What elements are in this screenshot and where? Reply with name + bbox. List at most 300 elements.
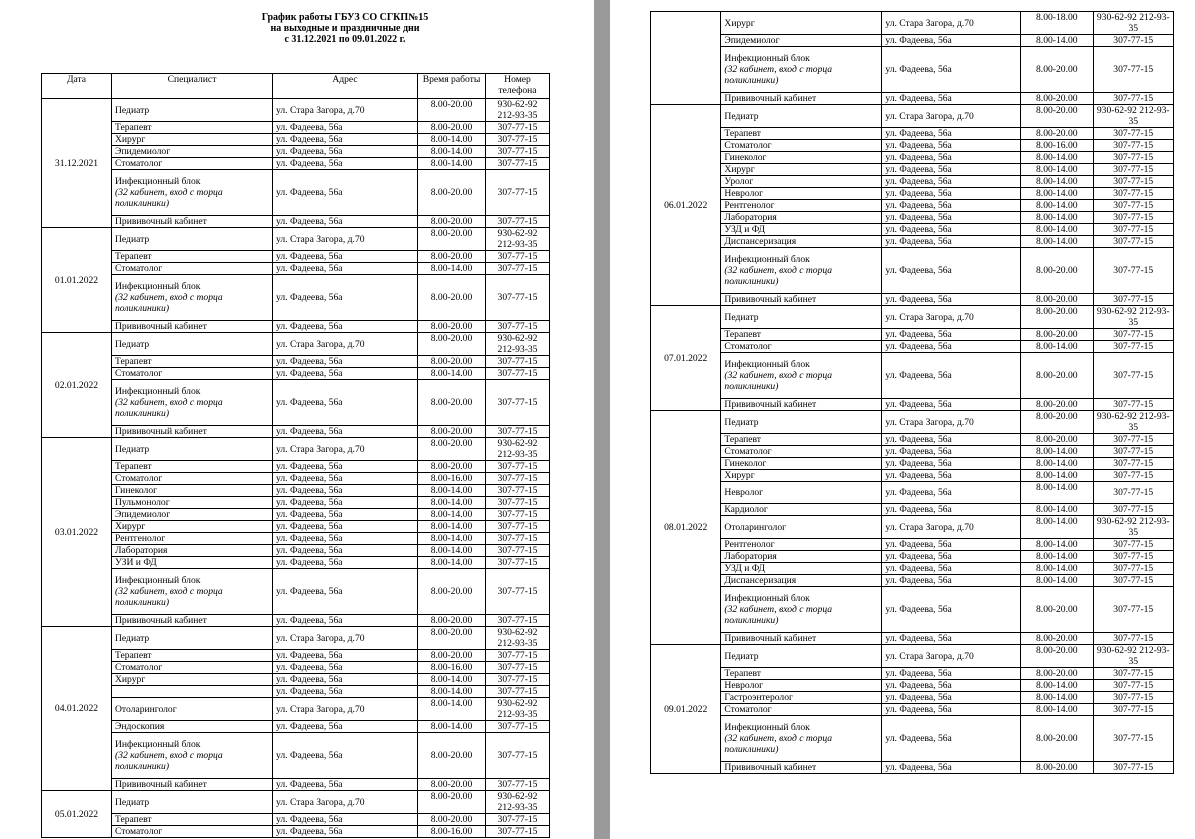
time-cell: 8.00-14.00 bbox=[418, 698, 486, 721]
specialist-name: Стоматолог bbox=[115, 263, 163, 274]
phone-cell: 930-62-92 212-93-35 bbox=[486, 99, 550, 122]
address-cell: ул. Стара Загора, д.70 bbox=[882, 306, 1021, 329]
specialist-name: Хирург bbox=[115, 674, 146, 685]
address-cell: ул. Стара Загора, д.70 bbox=[882, 12, 1021, 35]
table-row bbox=[42, 533, 550, 545]
address-cell: ул. Фадеева, 56а bbox=[882, 399, 1021, 411]
specialist-name: Инфекционный блок bbox=[724, 593, 810, 604]
table-row bbox=[42, 321, 550, 333]
specialist-cell bbox=[112, 473, 273, 485]
table-row bbox=[651, 248, 1174, 294]
time-cell: 8.00-14.00 bbox=[1021, 200, 1093, 212]
table-row bbox=[651, 645, 1174, 668]
address-cell: ул. Стара Загора, д.70 bbox=[882, 645, 1021, 668]
phone-cell: 307-77-15 bbox=[486, 380, 550, 426]
specialist-name: Эпидемиолог bbox=[724, 35, 780, 46]
phone-cell: 307-77-15 bbox=[1093, 704, 1174, 716]
time-cell: 8.00-20.00 bbox=[418, 251, 486, 263]
specialist-name: Невролог bbox=[724, 188, 764, 199]
address-cell: ул. Стара Загора, д.70 bbox=[273, 333, 418, 356]
specialist-cell bbox=[721, 329, 882, 341]
specialist-note: (32 кабинет, вход с торца поликлиники) bbox=[115, 292, 223, 314]
specialist-name: Хирург bbox=[724, 164, 755, 175]
phone-cell: 307-77-15 bbox=[486, 473, 550, 485]
specialist-name: Инфекционный блок bbox=[724, 722, 810, 733]
specialist-name: Терапевт bbox=[724, 668, 761, 679]
phone-cell: 307-77-15 bbox=[486, 545, 550, 557]
specialist-name: Гастроэнтеролог bbox=[724, 692, 793, 703]
specialist-cell bbox=[721, 539, 882, 551]
date-cell: 05.01.2022 bbox=[42, 791, 112, 838]
address-cell: ул. Фадеева, 56а bbox=[273, 134, 418, 146]
specialist-cell bbox=[721, 47, 882, 93]
address-cell: ул. Фадеева, 56а bbox=[273, 122, 418, 134]
specialist-name: Хирург bbox=[115, 134, 146, 145]
table-row bbox=[651, 482, 1174, 504]
time-cell: 8.00-20.00 bbox=[1021, 645, 1093, 668]
address-cell: ул. Фадеева, 56а bbox=[273, 275, 418, 321]
specialist-cell bbox=[112, 275, 273, 321]
table-row bbox=[42, 615, 550, 627]
specialist-name: Хирург bbox=[724, 17, 755, 29]
phone-cell: 930-62-92 212-93-35 bbox=[486, 698, 550, 721]
address-cell: ул. Фадеева, 56а bbox=[273, 368, 418, 380]
phone-cell: 307-77-15 bbox=[1093, 563, 1174, 575]
phone-cell: 307-77-15 bbox=[486, 356, 550, 368]
phone-cell: 307-77-15 bbox=[486, 216, 550, 228]
table-row bbox=[42, 686, 550, 698]
specialist-cell bbox=[721, 140, 882, 152]
specialist-name: Педиатр bbox=[724, 110, 759, 122]
address-cell: ул. Фадеева, 56а bbox=[882, 236, 1021, 248]
address-cell: ул. Фадеева, 56а bbox=[273, 509, 418, 521]
address-cell: ул. Фадеева, 56а bbox=[273, 814, 418, 826]
address-cell: ул. Фадеева, 56а bbox=[882, 551, 1021, 563]
time-cell: 8.00-14.00 bbox=[1021, 446, 1093, 458]
address-cell: ул. Фадеева, 56а bbox=[882, 563, 1021, 575]
table-row bbox=[651, 563, 1174, 575]
table-row bbox=[42, 779, 550, 791]
date-cell: 01.01.2022 bbox=[42, 228, 112, 333]
address-cell: ул. Фадеева, 56а bbox=[273, 733, 418, 779]
specialist-name: Педиатр bbox=[115, 338, 150, 350]
time-cell: 8.00-14.00 bbox=[1021, 458, 1093, 470]
time-cell: 8.00-14.00 bbox=[418, 674, 486, 686]
table-row bbox=[651, 105, 1174, 128]
table-row bbox=[42, 170, 550, 216]
phone-cell: 307-77-15 bbox=[486, 814, 550, 826]
specialist-cell bbox=[721, 35, 882, 47]
specialist-cell bbox=[721, 504, 882, 516]
specialist-name: Терапевт bbox=[115, 356, 152, 367]
specialist-cell bbox=[721, 470, 882, 482]
specialist-cell bbox=[721, 633, 882, 645]
phone-cell: 307-77-15 bbox=[1093, 575, 1174, 587]
phone-cell: 307-77-15 bbox=[486, 733, 550, 779]
time-cell: 8.00-14.00 bbox=[1021, 236, 1093, 248]
specialist-cell bbox=[112, 461, 273, 473]
phone-cell: 307-77-15 bbox=[1093, 152, 1174, 164]
time-cell: 8.00-20.00 bbox=[1021, 353, 1093, 399]
time-cell: 8.00-20.00 bbox=[418, 615, 486, 627]
specialist-name: Педиатр bbox=[724, 650, 759, 662]
phone-cell: 307-77-15 bbox=[1093, 668, 1174, 680]
specialist-cell bbox=[721, 516, 882, 539]
specialist-cell bbox=[721, 704, 882, 716]
address-cell: ул. Фадеева, 56а bbox=[273, 686, 418, 698]
address-cell: ул. Фадеева, 56а bbox=[882, 294, 1021, 306]
specialist-name: УЗД и ФД bbox=[724, 224, 766, 235]
phone-cell: 307-77-15 bbox=[1093, 47, 1174, 93]
address-cell: ул. Фадеева, 56а bbox=[882, 716, 1021, 762]
address-cell: ул. Фадеева, 56а bbox=[882, 329, 1021, 341]
table-row bbox=[651, 212, 1174, 224]
specialist-name: Рентгенолог bbox=[724, 200, 775, 211]
time-cell: 8.00-14.00 bbox=[1021, 551, 1093, 563]
table-row bbox=[651, 128, 1174, 140]
time-cell: 8.00-14.00 bbox=[1021, 224, 1093, 236]
specialist-cell bbox=[721, 587, 882, 633]
specialist-cell bbox=[721, 563, 882, 575]
phone-cell: 930-62-92 212-93-35 bbox=[1093, 516, 1174, 539]
address-cell: ул. Фадеева, 56а bbox=[882, 704, 1021, 716]
time-cell: 8.00-20.00 bbox=[1021, 329, 1093, 341]
address-cell: ул. Фадеева, 56а bbox=[273, 461, 418, 473]
specialist-name: Стоматолог bbox=[115, 662, 163, 673]
time-cell: 8.00-16.00 bbox=[418, 826, 486, 838]
specialist-note: (32 кабинет, вход с торца поликлиники) bbox=[724, 733, 833, 755]
specialist-name: Прививочный кабинет bbox=[115, 615, 207, 626]
time-cell: 8.00-14.00 bbox=[1021, 516, 1093, 539]
address-cell: ул. Фадеева, 56а bbox=[882, 446, 1021, 458]
time-cell: 8.00-20.00 bbox=[418, 627, 486, 650]
phone-cell: 930-62-92 212-93-35 bbox=[486, 791, 550, 814]
specialist-cell bbox=[721, 645, 882, 668]
phone-cell: 307-77-15 bbox=[1093, 128, 1174, 140]
specialist-name: Эндоскопия bbox=[115, 721, 165, 732]
time-cell: 8.00-16.00 bbox=[418, 662, 486, 674]
phone-cell: 307-77-15 bbox=[486, 533, 550, 545]
address-cell: ул. Фадеева, 56а bbox=[273, 521, 418, 533]
specialist-cell bbox=[112, 662, 273, 674]
time-cell: 8.00-14.00 bbox=[418, 509, 486, 521]
table-row bbox=[651, 716, 1174, 762]
specialist-name: Педиатр bbox=[724, 416, 759, 428]
specialist-cell bbox=[721, 353, 882, 399]
time-cell: 8.00-20.00 bbox=[1021, 294, 1093, 306]
time-cell: 8.00-14.00 bbox=[1021, 504, 1093, 516]
specialist-name: Рентгенолог bbox=[115, 533, 166, 544]
address-cell: ул. Фадеева, 56а bbox=[882, 164, 1021, 176]
header-date: Дата bbox=[42, 74, 112, 99]
phone-cell: 307-77-15 bbox=[1093, 399, 1174, 411]
specialist-name: Лаборатория bbox=[724, 212, 777, 223]
specialist-cell bbox=[112, 615, 273, 627]
time-cell: 8.00-20.00 bbox=[418, 426, 486, 438]
table-row bbox=[651, 224, 1174, 236]
address-cell: ул. Фадеева, 56а bbox=[882, 504, 1021, 516]
phone-cell: 930-62-92 212-93-35 bbox=[1093, 645, 1174, 668]
specialist-cell bbox=[721, 411, 882, 434]
specialist-name: Педиатр bbox=[115, 443, 150, 455]
address-cell: ул. Фадеева, 56а bbox=[882, 248, 1021, 294]
specialist-cell bbox=[112, 533, 273, 545]
phone-cell: 307-77-15 bbox=[1093, 434, 1174, 446]
table-row bbox=[651, 504, 1174, 516]
table-row bbox=[42, 275, 550, 321]
specialist-note: (32 кабинет, вход с торца поликлиники) bbox=[115, 750, 223, 772]
table-row bbox=[651, 516, 1174, 539]
table-row bbox=[651, 236, 1174, 248]
specialist-cell bbox=[112, 557, 273, 569]
table-row bbox=[651, 575, 1174, 587]
specialist-name: Прививочный кабинет bbox=[724, 399, 817, 410]
specialist-cell bbox=[112, 721, 273, 733]
table-row bbox=[651, 704, 1174, 716]
schedule-body-page-2 bbox=[651, 12, 1174, 774]
time-cell: 8.00-14.00 bbox=[418, 545, 486, 557]
phone-cell: 307-77-15 bbox=[486, 521, 550, 533]
specialist-name: Инфекционный блок bbox=[724, 53, 810, 64]
time-cell: 8.00-20.00 bbox=[1021, 93, 1093, 105]
phone-cell: 307-77-15 bbox=[486, 146, 550, 158]
specialist-cell bbox=[721, 212, 882, 224]
address-cell: ул. Стара Загора, д.70 bbox=[882, 411, 1021, 434]
time-cell: 8.00-20.00 bbox=[418, 99, 486, 122]
phone-cell: 307-77-15 bbox=[1093, 692, 1174, 704]
time-cell: 8.00-14.00 bbox=[418, 521, 486, 533]
phone-cell: 930-62-92 212-93-35 bbox=[486, 333, 550, 356]
address-cell: ул. Фадеева, 56а bbox=[882, 188, 1021, 200]
date-cell: 02.01.2022 bbox=[42, 333, 112, 438]
address-cell: ул. Фадеева, 56а bbox=[882, 539, 1021, 551]
specialist-cell bbox=[721, 668, 882, 680]
header-specialist: Специалист bbox=[112, 74, 273, 99]
table-row bbox=[42, 509, 550, 521]
phone-cell: 307-77-15 bbox=[1093, 140, 1174, 152]
phone-cell: 307-77-15 bbox=[1093, 164, 1174, 176]
specialist-cell bbox=[721, 248, 882, 294]
specialist-name: Терапевт bbox=[115, 814, 152, 825]
phone-cell: 307-77-15 bbox=[486, 122, 550, 134]
specialist-cell bbox=[721, 152, 882, 164]
specialist-note: (32 кабинет, вход с торца поликлиники) bbox=[115, 397, 223, 419]
date-cell: 06.01.2022 bbox=[651, 105, 721, 306]
time-cell: 8.00-20.00 bbox=[418, 380, 486, 426]
date-cell: 04.01.2022 bbox=[42, 627, 112, 791]
time-cell: 8.00-20.00 bbox=[418, 321, 486, 333]
time-cell: 8.00-20.00 bbox=[418, 228, 486, 251]
time-cell: 8.00-20.00 bbox=[418, 356, 486, 368]
phone-cell: 307-77-15 bbox=[1093, 200, 1174, 212]
table-row bbox=[651, 12, 1174, 35]
table-row bbox=[42, 134, 550, 146]
phone-cell: 307-77-15 bbox=[486, 779, 550, 791]
specialist-name: Педиатр bbox=[115, 104, 150, 116]
time-cell: 8.00-20.00 bbox=[418, 650, 486, 662]
address-cell: ул. Фадеева, 56а bbox=[882, 575, 1021, 587]
table-row bbox=[42, 557, 550, 569]
time-cell: 8.00-14.00 bbox=[1021, 563, 1093, 575]
table-row bbox=[42, 368, 550, 380]
specialist-cell bbox=[112, 521, 273, 533]
table-row bbox=[42, 733, 550, 779]
table-row bbox=[42, 438, 550, 461]
phone-cell: 307-77-15 bbox=[1093, 587, 1174, 633]
specialist-cell bbox=[112, 686, 273, 698]
specialist-name: Терапевт bbox=[115, 251, 152, 262]
specialist-cell bbox=[721, 341, 882, 353]
address-cell: ул. Фадеева, 56а bbox=[882, 470, 1021, 482]
table-row bbox=[42, 216, 550, 228]
table-row bbox=[651, 587, 1174, 633]
date-cell: 03.01.2022 bbox=[42, 438, 112, 627]
address-cell: ул. Фадеева, 56а bbox=[273, 721, 418, 733]
specialist-name: Терапевт bbox=[724, 329, 761, 340]
phone-cell: 307-77-15 bbox=[486, 263, 550, 275]
address-cell: ул. Фадеева, 56а bbox=[273, 779, 418, 791]
specialist-cell bbox=[112, 698, 273, 721]
time-cell: 8.00-14.00 bbox=[418, 557, 486, 569]
address-cell: ул. Фадеева, 56а bbox=[882, 35, 1021, 47]
phone-cell: 930-62-92 212-93-35 bbox=[1093, 411, 1174, 434]
phone-cell: 307-77-15 bbox=[1093, 482, 1174, 504]
phone-cell: 307-77-15 bbox=[1093, 458, 1174, 470]
table-row bbox=[42, 158, 550, 170]
document-page-1 bbox=[0, 0, 594, 839]
table-row bbox=[651, 188, 1174, 200]
time-cell: 8.00-20.00 bbox=[418, 569, 486, 615]
specialist-name: Инфекционный блок bbox=[115, 739, 201, 750]
table-row bbox=[651, 668, 1174, 680]
specialist-cell bbox=[721, 762, 882, 774]
table-row bbox=[651, 539, 1174, 551]
document-title bbox=[200, 12, 490, 45]
date-cell: 31.12.2021 bbox=[42, 99, 112, 228]
specialist-cell bbox=[112, 122, 273, 134]
table-row bbox=[42, 356, 550, 368]
time-cell: 8.00-20.00 bbox=[1021, 128, 1093, 140]
specialist-name: Инфекционный блок bbox=[115, 176, 201, 187]
specialist-name: Гинеколог bbox=[724, 152, 767, 163]
specialist-cell bbox=[721, 128, 882, 140]
table-row bbox=[42, 251, 550, 263]
table-row bbox=[651, 458, 1174, 470]
specialist-name: Отоларинголог bbox=[115, 703, 177, 715]
specialist-name: УЗД и ФД bbox=[724, 563, 766, 574]
time-cell: 8.00-20.00 bbox=[418, 122, 486, 134]
specialist-cell bbox=[112, 146, 273, 158]
table-row bbox=[651, 680, 1174, 692]
time-cell: 8.00-14.00 bbox=[418, 134, 486, 146]
time-cell: 8.00-14.00 bbox=[1021, 704, 1093, 716]
specialist-cell bbox=[721, 575, 882, 587]
phone-cell: 930-62-92 212-93-35 bbox=[1093, 12, 1174, 35]
address-cell: ул. Фадеева, 56а bbox=[273, 321, 418, 333]
phone-cell: 307-77-15 bbox=[1093, 446, 1174, 458]
phone-cell: 307-77-15 bbox=[486, 158, 550, 170]
address-cell: ул. Фадеева, 56а bbox=[273, 569, 418, 615]
table-row bbox=[42, 569, 550, 615]
address-cell: ул. Стара Загора, д.70 bbox=[882, 105, 1021, 128]
phone-cell: 307-77-15 bbox=[1093, 341, 1174, 353]
time-cell: 8.00-20.00 bbox=[418, 779, 486, 791]
specialist-cell bbox=[112, 627, 273, 650]
document-page-2 bbox=[610, 0, 1195, 839]
phone-cell: 930-62-92 212-93-35 bbox=[1093, 306, 1174, 329]
address-cell: ул. Фадеева, 56а bbox=[882, 633, 1021, 645]
table-row bbox=[651, 152, 1174, 164]
specialist-name: Уролог bbox=[724, 176, 754, 187]
phone-cell: 930-62-92 212-93-35 bbox=[486, 228, 550, 251]
time-cell: 8.00-20.00 bbox=[418, 461, 486, 473]
specialist-name: Прививочный кабинет bbox=[724, 93, 817, 104]
specialist-name: Терапевт bbox=[724, 434, 761, 445]
specialist-name: УЗИ и ФД bbox=[115, 557, 157, 568]
specialist-cell bbox=[721, 236, 882, 248]
table-row bbox=[42, 473, 550, 485]
address-cell: ул. Фадеева, 56а bbox=[882, 668, 1021, 680]
time-cell: 8.00-20.00 bbox=[1021, 306, 1093, 329]
specialist-cell bbox=[112, 158, 273, 170]
specialist-name: Прививочный кабинет bbox=[724, 633, 817, 644]
specialist-name: Инфекционный блок bbox=[115, 575, 201, 586]
address-cell: ул. Фадеева, 56а bbox=[273, 356, 418, 368]
address-cell: ул. Фадеева, 56а bbox=[882, 140, 1021, 152]
date-cell: 09.01.2022 bbox=[651, 645, 721, 774]
phone-cell: 307-77-15 bbox=[1093, 762, 1174, 774]
time-cell: 8.00-20.00 bbox=[1021, 105, 1093, 128]
phone-cell: 307-77-15 bbox=[1093, 539, 1174, 551]
specialist-name: Эпидемиолог bbox=[115, 509, 171, 520]
time-cell: 8.00-14.00 bbox=[1021, 35, 1093, 47]
specialist-name: Стоматолог bbox=[115, 158, 163, 169]
phone-cell: 307-77-15 bbox=[1093, 212, 1174, 224]
specialist-name: Лаборатория bbox=[724, 551, 777, 562]
time-cell: 8.00-14.00 bbox=[1021, 152, 1093, 164]
specialist-name: Эпидемиолог bbox=[115, 146, 171, 157]
specialist-name: Невролог bbox=[724, 487, 764, 498]
time-cell: 8.00-20.00 bbox=[1021, 399, 1093, 411]
table-row bbox=[42, 228, 550, 251]
phone-cell: 307-77-15 bbox=[1093, 353, 1174, 399]
specialist-cell bbox=[721, 12, 882, 35]
address-cell: ул. Фадеева, 56а bbox=[273, 533, 418, 545]
time-cell: 8.00-20.00 bbox=[418, 814, 486, 826]
time-cell: 8.00-14.00 bbox=[418, 497, 486, 509]
specialist-cell bbox=[721, 306, 882, 329]
specialist-cell bbox=[721, 93, 882, 105]
phone-cell: 307-77-15 bbox=[1093, 236, 1174, 248]
table-row bbox=[42, 333, 550, 356]
table-row bbox=[651, 306, 1174, 329]
address-cell: ул. Фадеева, 56а bbox=[882, 341, 1021, 353]
specialist-name: Кардиолог bbox=[724, 504, 768, 515]
specialist-note: (32 кабинет, вход с торца поликлиники) bbox=[115, 586, 223, 608]
specialist-name: Отоларинголог bbox=[724, 521, 787, 533]
address-cell: ул. Фадеева, 56а bbox=[882, 692, 1021, 704]
time-cell: 8.00-16.00 bbox=[418, 473, 486, 485]
table-row bbox=[651, 341, 1174, 353]
phone-cell: 930-62-92 212-93-35 bbox=[486, 438, 550, 461]
table-row bbox=[42, 826, 550, 838]
time-cell: 8.00-20.00 bbox=[418, 733, 486, 779]
specialist-name: Прививочный кабинет bbox=[724, 762, 817, 773]
specialist-name: Невролог bbox=[724, 680, 764, 691]
address-cell: ул. Фадеева, 56а bbox=[882, 353, 1021, 399]
title-line-3: с 31.12.2021 по 09.01.2022 г. bbox=[284, 34, 406, 45]
specialist-name: Диспансеризация bbox=[724, 575, 797, 586]
